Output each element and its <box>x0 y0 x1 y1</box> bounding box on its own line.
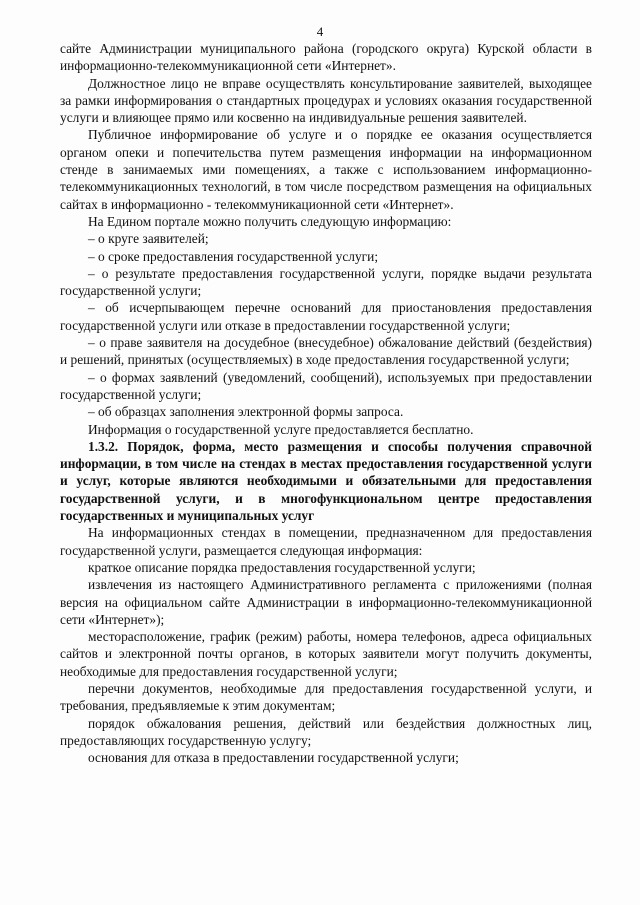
paragraph: На Едином портале можно получить следующую информацию: <box>88 213 452 229</box>
paragraph: На информационных стендах в помещении, предназначенном для предоставления государственной услуги, размещается следующая информация: <box>60 525 592 558</box>
paragraph: сайте Администрации муниципального района (городского округа) Курской области в информационно-телекоммуникационной сети «Интернет». <box>60 41 592 74</box>
list-item: порядок обжалования решения, действий или бездействия должностных лиц, предоставляющих государственную услугу; <box>60 715 592 748</box>
list-item: – о праве заявителя на досудебное (внесудебное) обжалование действий (бездействия) и решений, принятых (осуществляемых) в ходе предоставления государственной услуги; <box>60 335 592 368</box>
section-heading: 1.3.2. Порядок, форма, место размещения и способы получения справочной информации, в том числе на стендах в местах предоставления государственной услуги и услуг, которые являются необходимыми и обязательными для предоставления государственной услуги, и в многофункциональном центре предоставления государственных и муниципальных услуг <box>60 438 592 524</box>
paragraph: Должностное лицо не вправе осуществлять консультирование заявителей, выходящее за рамки информирования о стандартных процедурах и условиях оказания государственной услуги и влияющее прямо или косвенно на индивидуальные решения заявителей. <box>60 75 592 126</box>
list-item: – о круге заявителей; <box>88 231 209 247</box>
list-item: месторасположение, график (режим) работы, номера телефонов, адреса официальных сайтов и электронной почты органов, в которых заявители могут получить документы, необходимые для предоставления государственной услуги; <box>60 629 592 679</box>
list-item: краткое описание порядка предоставления государственной услуги; <box>88 559 476 575</box>
list-item: – об исчерпывающем перечне оснований для приостановления предоставления государственной услуги или отказе в предоставлении государственной услуги; <box>60 300 592 333</box>
list-item: – о сроке предоставления государственной услуги; <box>88 248 379 264</box>
list-item: – о формах заявлений (уведомлений, сообщений), используемых при предоставлении государственной услуги; <box>60 369 592 402</box>
list-item: – о результате предоставления государственной услуги, порядке выдачи результата государственной услуги; <box>60 265 592 299</box>
list-item: извлечения из настоящего Административного регламента с приложениями (полная версия на официальном сайте Администрации в информационно-телекоммуникационной сети «Интернет»); <box>60 577 592 627</box>
page-number: 4 <box>316 24 324 39</box>
paragraph: Информация о государственной услуге предоставляется бесплатно. <box>88 421 474 437</box>
list-item: – об образцах заполнения электронной формы запроса. <box>88 404 404 420</box>
list-item: основания для отказа в предоставлении государственной услуги; <box>88 750 459 766</box>
document-body <box>60 40 592 766</box>
list-item: перечни документов, необходимые для предоставления государственной услуги, и требования, предъявляемые к этим документам; <box>60 680 592 714</box>
paragraph: Публичное информирование об услуге и о порядке ее оказания осуществляется органом опеки и попечительства путем размещения информации на информационном стенде в занимаемых ими помещениях, а также с использованием информационно-телекоммуникационных технологий, в том числе посредством размещения на официальных сайтах в информационно - телекоммуникационной сети «Интернет». <box>60 127 592 212</box>
